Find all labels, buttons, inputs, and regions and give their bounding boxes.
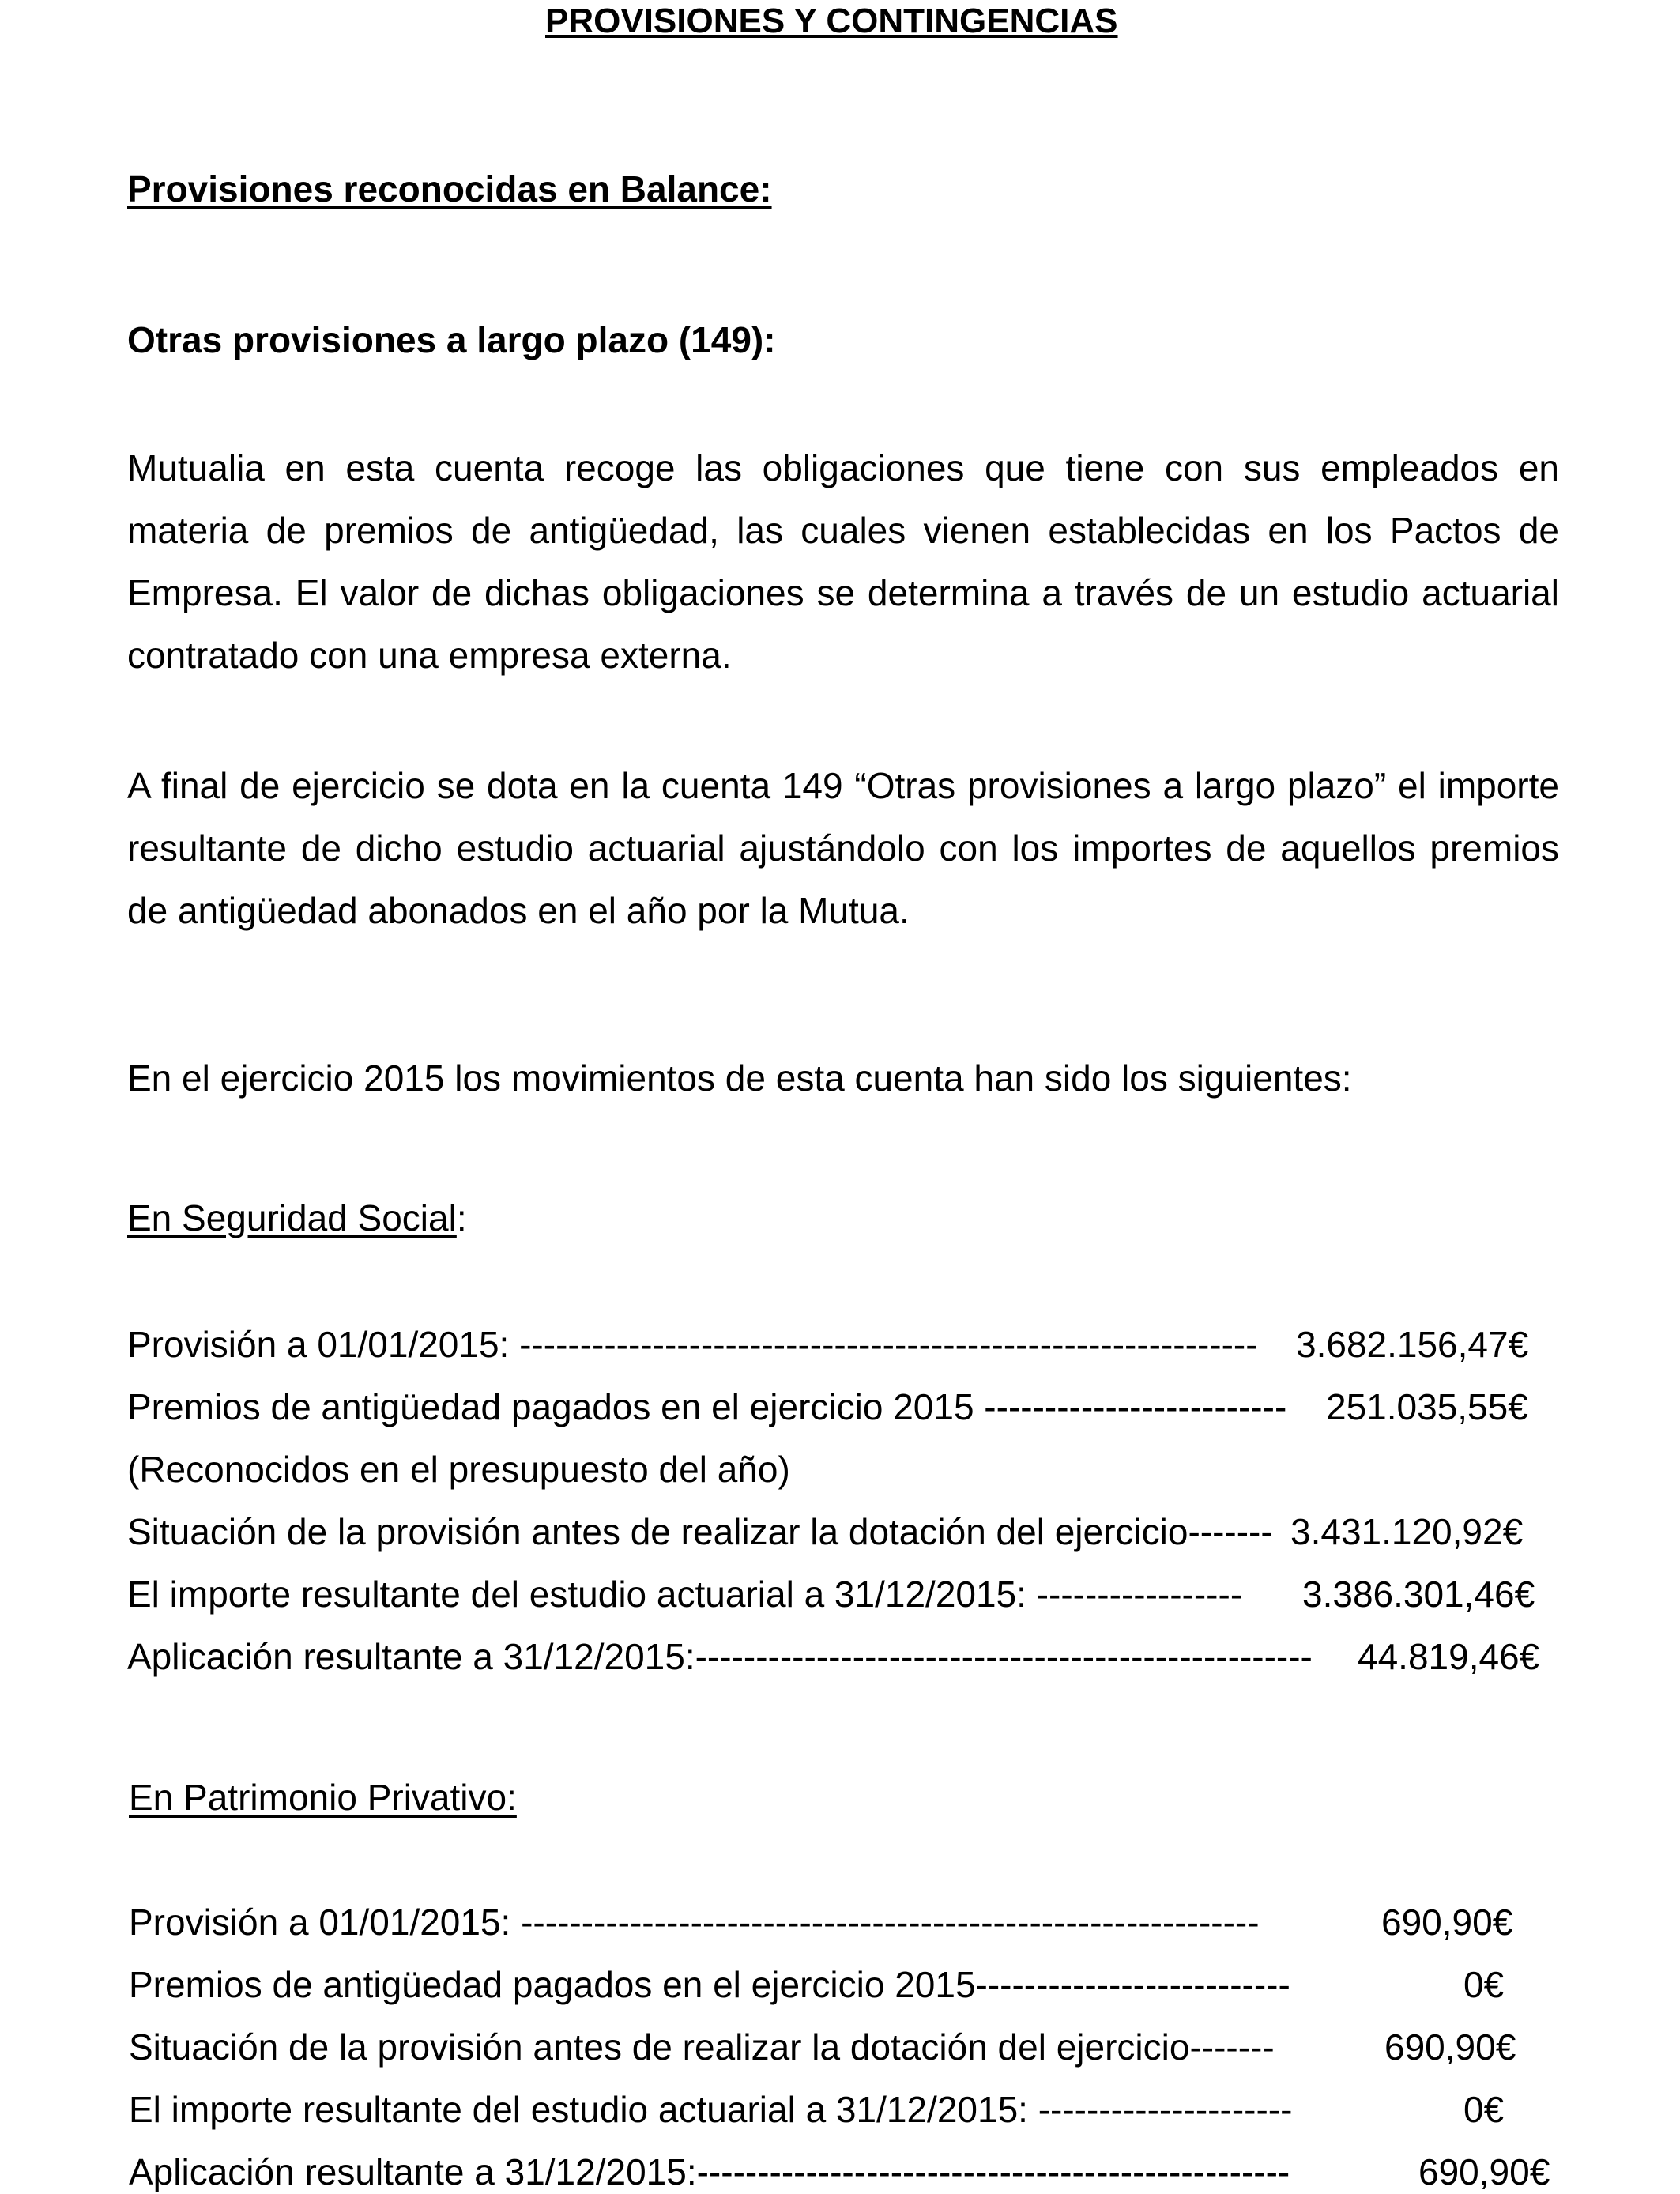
ss-row-reconocidos-note: (Reconocidos en el presupuesto del año) — [127, 1449, 790, 1490]
pp-row-estudio-actuarial: El importe resultante del estudio actuarial a 31/12/2015: --------------------- — [129, 2089, 1293, 2130]
ss-value-provision-inicial: 3.682.156,47€ — [1296, 1324, 1529, 1365]
ss-value-aplicacion: 44.819,46€ — [1358, 1636, 1540, 1677]
pp-row-situacion: Situación de la provisión antes de realizar la dotación del ejercicio------- — [129, 2026, 1275, 2068]
section-heading: Provisiones reconocidas en Balance: — [127, 168, 772, 209]
pp-value-estudio-actuarial: 0€ — [1463, 2089, 1505, 2130]
pp-row-provision-inicial: Provisión a 01/01/2015: ------------------------------------------------------------- — [129, 1902, 1260, 1943]
pp-value-provision-inicial: 690,90€ — [1381, 1902, 1513, 1943]
pp-row-aplicacion: Aplicación resultante a 31/12/2015:------------------------------------------------- — [129, 2151, 1290, 2192]
ss-row-aplicacion: Aplicación resultante a 31/12/2015:--------------------------------------------------- — [127, 1636, 1313, 1677]
seguridad-social-heading-colon: : — [456, 1197, 467, 1238]
ss-row-premios-pagados: Premios de antigüedad pagados en el ejercicio 2015 ------------------------- — [127, 1386, 1287, 1427]
pp-row-premios-pagados: Premios de antigüedad pagados en el ejercicio 2015-------------------------- — [129, 1964, 1290, 2005]
paragraph-dotacion: A final de ejercicio se dota en la cuenta 149 “Otras provisiones a largo plazo” el importe resultante de dicho estudio actuarial ajustándolo con los importes de aquellos premios de antigüedad abonados en el año por la Mutua. — [127, 765, 1559, 931]
ss-row-situacion: Situación de la provisión antes de realizar la dotación del ejercicio------- — [127, 1511, 1273, 1552]
pp-value-situacion: 690,90€ — [1384, 2026, 1516, 2068]
document-title-text: PROVISIONES Y CONTINGENCIAS — [545, 2, 1118, 40]
seguridad-social-heading-text: En Seguridad Social — [127, 1197, 457, 1238]
ss-row-estudio-actuarial: El importe resultante del estudio actuarial a 31/12/2015: ----------------- — [127, 1574, 1243, 1615]
paragraph-obligaciones: Mutualia en esta cuenta recoge las obligaciones que tiene con sus empleados en materia de premios de antigüedad, las cuales vienen establecidas en los Pactos de Empresa. El valor de dichas obligaciones se determina a través de un estudio actuarial contratado con una empresa externa. — [127, 447, 1559, 676]
ss-value-situacion: 3.431.120,92€ — [1290, 1511, 1524, 1552]
pp-value-premios-pagados: 0€ — [1463, 1964, 1505, 2005]
ss-value-premios-pagados: 251.035,55€ — [1326, 1386, 1528, 1427]
seguridad-social-heading — [127, 1197, 467, 1239]
paragraph-movimientos: En el ejercicio 2015 los movimientos de esta cuenta han sido los siguientes: — [127, 1057, 1352, 1099]
sub-heading: Otras provisiones a largo plazo (149): — [127, 319, 776, 360]
ss-value-estudio-actuarial: 3.386.301,46€ — [1302, 1574, 1535, 1615]
pp-value-aplicacion: 690,90€ — [1418, 2151, 1550, 2192]
patrimonio-privativo-heading: En Patrimonio Privativo: — [129, 1777, 517, 1818]
ss-row-provision-inicial: Provisión a 01/01/2015: ------------------------------------------------------------- — [127, 1324, 1258, 1365]
